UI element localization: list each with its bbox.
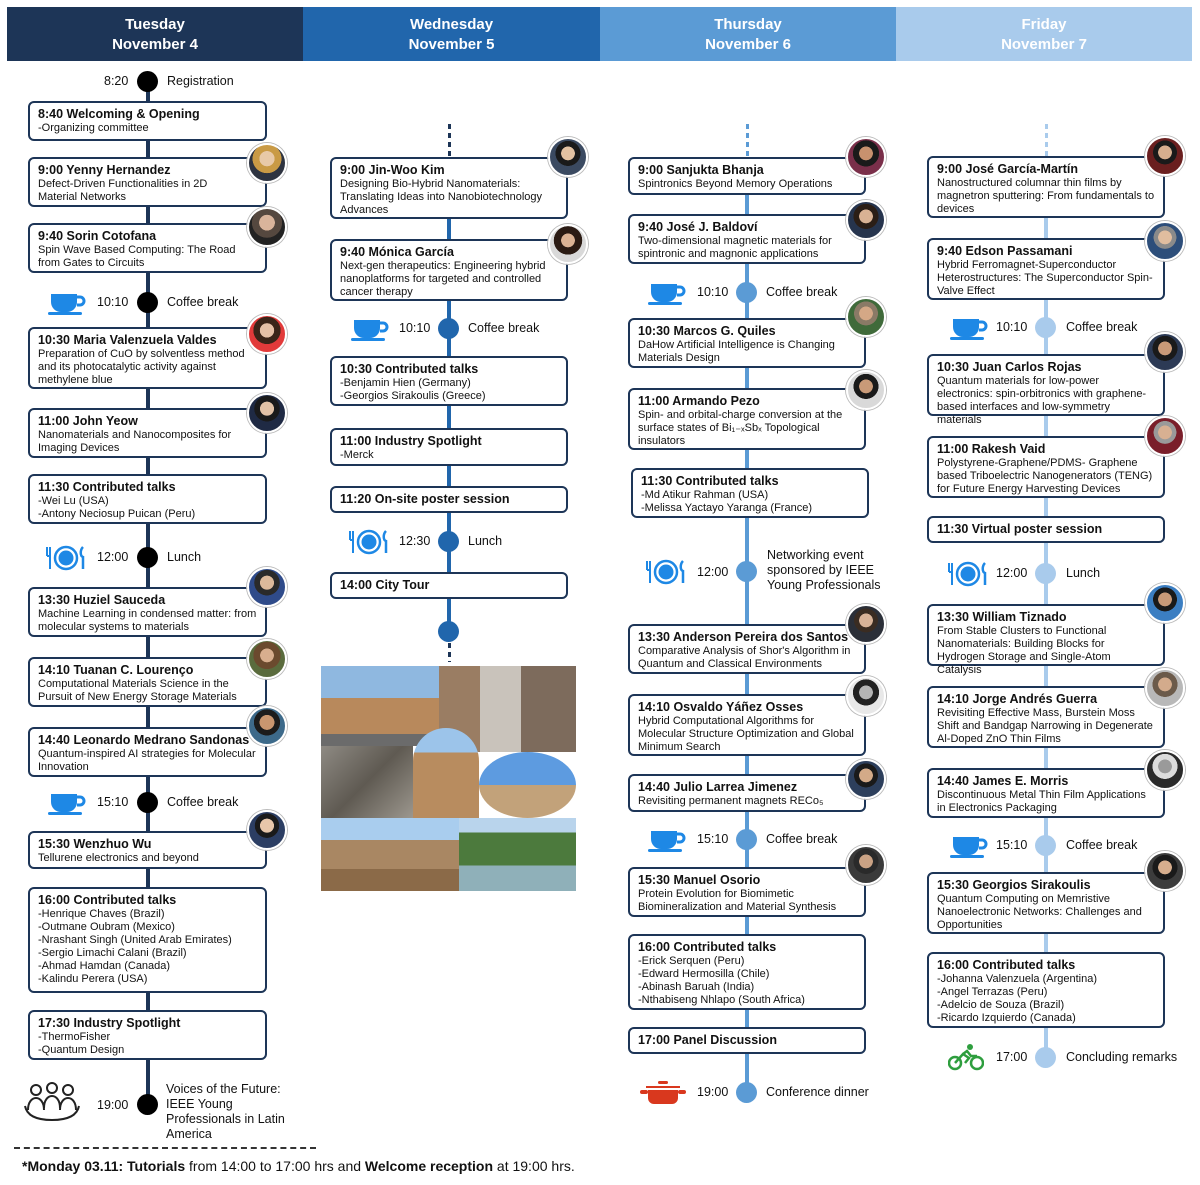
coffee-cup-icon (351, 317, 389, 341)
footer-reception: Welcome reception (364, 1158, 494, 1174)
speaker-avatar (1145, 136, 1185, 176)
talk-abstract: Nanostructured columnar thin films by magnetron sputtering: From fundamentals to devices (937, 177, 1155, 215)
header-thursday (600, 7, 896, 61)
event-time: 19:00 (97, 1098, 129, 1112)
session-contributed (927, 952, 1165, 1028)
talk-title: 9:40 Edson Passamani (937, 244, 1073, 258)
event-coffee-break (600, 828, 896, 852)
talk-card (330, 239, 568, 301)
session-line: -Erick Serquen (Peru) (638, 955, 745, 967)
session-line: -Melissa Yactayo Yaranga (France) (641, 502, 812, 514)
event-lunch (303, 530, 600, 554)
event-time: 10:10 (996, 320, 1028, 334)
talk-title: 11:00 Rakesh Vaid (937, 442, 1046, 456)
session-line: -Organizing committee (38, 122, 149, 134)
session-line: -Kalindu Perera (USA) (38, 973, 148, 985)
talk-title: 13:30 Huziel Sauceda (38, 593, 166, 607)
event-coffee-break (896, 316, 1192, 340)
talk-title: 10:30 Maria Valenzuela Valdes (38, 333, 217, 347)
talk-card (927, 604, 1165, 676)
coffee-cup-icon (648, 828, 686, 852)
speaker-avatar (846, 370, 886, 410)
speaker-avatar (548, 224, 588, 264)
event-label: Coffee break (766, 832, 838, 846)
talk-abstract: Quantum Computing on Memristive Nanoelectronic Networks: Challenges and Opportunities (937, 893, 1142, 931)
session-line: -Wei Lu (USA) (38, 495, 109, 507)
day-name: Thursday (714, 16, 782, 33)
event-voices (0, 1082, 303, 1141)
talk-abstract: Quantum-inspired AI strategies for Molecular Innovation (38, 748, 256, 773)
talk-card (28, 587, 267, 637)
timeline-dot (736, 1082, 757, 1103)
footer-monday: *Monday 03.11: Tutorials (22, 1158, 186, 1174)
session-contributed (28, 887, 267, 993)
timeline-dot (438, 621, 459, 642)
event-label: Coffee break (468, 321, 540, 335)
talk-card (28, 727, 267, 777)
talk-title: 9:40 Mónica García (340, 245, 454, 259)
talk-card (927, 768, 1165, 818)
talk-abstract: Protein Evolution for Biomimetic Biomineralization and Material Synthesis (638, 888, 837, 913)
session-poster (927, 516, 1165, 543)
speaker-avatar (846, 200, 886, 240)
event-label: Lunch (1066, 566, 1101, 580)
talk-abstract: Nanomaterials and Nanocomposites for Imaging Devices (38, 429, 232, 454)
session-line: -Outmane Oubram (Mexico) (38, 921, 175, 933)
timeline-dot (137, 792, 158, 813)
event-time: 12:00 (996, 566, 1028, 580)
footer-divider (14, 1147, 316, 1149)
talk-card (28, 223, 267, 273)
speaker-avatar (846, 297, 886, 337)
event-coffee-break (0, 291, 300, 315)
header-wednesday (303, 7, 600, 61)
coffee-cup-icon (950, 316, 988, 340)
speaker-avatar (846, 759, 886, 799)
talk-abstract: Defect-Driven Functionalities in 2D Material Networks (38, 178, 208, 203)
session-line: -Nrashant Singh (United Arab Emirates) (38, 934, 232, 946)
timeline-dot (438, 318, 459, 339)
session-title: 8:40 Welcoming & Opening (38, 107, 200, 121)
speaker-avatar (1145, 221, 1185, 261)
timeline-dot (736, 829, 757, 850)
lunch-plate-icon (44, 545, 88, 571)
talk-card (28, 408, 267, 458)
coffee-cup-icon (950, 834, 988, 858)
session-contributed (330, 356, 568, 406)
talk-card (927, 686, 1165, 748)
session-panel (628, 1027, 866, 1054)
timeline-dot (137, 71, 158, 92)
timeline-dot (736, 282, 757, 303)
session-title: 17:00 Panel Discussion (638, 1033, 777, 1047)
speaker-avatar (1145, 332, 1185, 372)
speaker-avatar (846, 137, 886, 177)
talk-card (927, 156, 1165, 218)
talk-abstract: Comparative Analysis of Shor's Algorithm in Quantum and Classical Environments (638, 645, 851, 670)
session-city-tour (330, 572, 568, 599)
talk-card (28, 157, 267, 207)
event-label: Lunch (468, 534, 503, 548)
session-line: -Johanna Valenzuela (Argentina) (937, 973, 1098, 985)
speaker-avatar (247, 393, 287, 433)
talk-abstract: Hybrid Ferromagnet-Superconductor Heterostructures: The Superconductor Spin-Valve Effect (937, 259, 1153, 297)
talk-title: 14:10 Osvaldo Yáñez Osses (638, 700, 804, 714)
talk-abstract: Spintronics Beyond Memory Operations (638, 178, 833, 190)
speaker-avatar (247, 567, 287, 607)
session-title: 14:00 City Tour (340, 578, 430, 592)
session-line: -Angel Terrazas (Peru) (937, 986, 1048, 998)
session-line: -Adelcio de Souza (Brazil) (937, 999, 1065, 1011)
talk-card (28, 657, 267, 707)
speaker-avatar (247, 207, 287, 247)
event-registration (0, 70, 300, 94)
speaker-avatar (1145, 668, 1185, 708)
footer-note (22, 1158, 575, 1174)
session-line: -ThermoFisher (38, 1031, 111, 1043)
timeline-dot (736, 561, 757, 582)
event-networking (600, 548, 896, 596)
session-line: -Antony Neciosup Puican (Peru) (38, 508, 196, 520)
talk-card (628, 214, 866, 264)
speaker-avatar (1145, 851, 1185, 891)
event-time: 15:10 (697, 832, 729, 846)
talk-abstract: From Stable Clusters to Functional Nanomaterials: Building Blocks for Hydrogen Storage and Single-Atom Catalysis (937, 625, 1111, 676)
event-conference-dinner (600, 1081, 896, 1105)
event-lunch (0, 546, 300, 570)
talk-title: 9:40 Sorin Cotofana (38, 229, 157, 243)
session-line: -Nthabiseng Nhlapo (South Africa) (638, 994, 805, 1006)
event-label: Networking event sponsored by IEEE Young Professionals (767, 548, 881, 592)
talk-card (330, 157, 568, 219)
event-label: Coffee break (766, 285, 838, 299)
session-title: 16:00 Contributed talks (638, 940, 777, 954)
talk-abstract: Quantum materials for low-power electronics: spin-orbitronics with graphene-based interfaces and low-symmetry materials (937, 375, 1147, 426)
session-title: 11:30 Virtual poster session (937, 522, 1103, 536)
speaker-avatar (247, 706, 287, 746)
talk-card (28, 327, 267, 389)
talk-title: 9:40 José J. Baldoví (638, 220, 758, 234)
talk-card (628, 774, 866, 812)
speaker-avatar (247, 639, 287, 679)
event-label: Coffee break (167, 795, 239, 809)
talk-title: 11:00 John Yeow (38, 414, 138, 428)
speaker-avatar (548, 137, 588, 177)
talk-title: 9:00 Yenny Hernandez (38, 163, 171, 177)
event-lunch (896, 562, 1192, 586)
event-time: 8:20 (104, 74, 129, 88)
talk-abstract: Designing Bio-Hybrid Nanomaterials: Translating Ideas into Nanobiotechnology Advances (340, 178, 543, 216)
speaker-avatar (247, 143, 287, 183)
valley-photo (459, 818, 576, 891)
talk-abstract: Polystyrene-Graphene/PDMS- Graphene based Triboelectric Nanogenerators (TENG) for Future Energy Harvesting Devices (937, 457, 1153, 495)
day-date: November 6 (705, 36, 791, 53)
event-time: 12:00 (697, 565, 729, 579)
event-label: Lunch (167, 550, 202, 564)
timeline-dot (1035, 1047, 1056, 1068)
talk-title: 13:30 Anderson Pereira dos Santos (638, 630, 849, 644)
talk-card (628, 318, 866, 368)
talk-abstract: Preparation of CuO by solventless method and its photocatalytic activity against methylene blue (38, 348, 245, 386)
event-time: 10:10 (399, 321, 431, 335)
event-time: 10:10 (697, 285, 729, 299)
llama-photo (321, 818, 459, 891)
talk-title: 14:10 Tuanan C. Lourenço (38, 663, 194, 677)
session-title: 10:30 Contributed talks (340, 362, 479, 376)
talk-title: 10:30 Juan Carlos Rojas (937, 360, 1082, 374)
talk-abstract: DaHow Artificial Intelligence is Changing Materials Design (638, 339, 835, 364)
event-label: Coffee break (1066, 838, 1138, 852)
event-label: Registration (167, 74, 234, 88)
event-time: 15:10 (996, 838, 1028, 852)
lunch-plate-icon (946, 561, 990, 587)
session-title: 11:30 Contributed talks (38, 480, 176, 494)
talk-abstract: Spin- and orbital-charge conversion at the surface states of Bi₁₋ₓSbₓ Topological insulators (638, 409, 843, 447)
talk-abstract: Revisiting permanent magnets RECo₅ (638, 795, 824, 807)
timeline-dot (1035, 835, 1056, 856)
talk-title: 11:00 Armando Pezo (638, 394, 760, 408)
session-line: -Merck (340, 449, 374, 461)
speaker-avatar (1145, 750, 1185, 790)
event-coffee-break (896, 834, 1192, 858)
talk-title: 15:30 Georgios Sirakoulis (937, 878, 1091, 892)
session-title: 16:00 Contributed talks (937, 958, 1076, 972)
session-line: -Abinash Baruah (India) (638, 981, 755, 993)
talk-card (28, 831, 267, 869)
event-time: 19:00 (697, 1085, 729, 1099)
talk-title: 15:30 Wenzhuo Wu (38, 837, 152, 851)
talk-abstract: Hybrid Computational Algorithms for Molecular Structure Optimization and Global Minimum Search (638, 715, 854, 753)
talk-abstract: Spin Wave Based Computing: The Road from Gates to Circuits (38, 244, 236, 269)
session-title: 11:20 On-site poster session (340, 492, 510, 506)
talk-title: 13:30 William Tiznado (937, 610, 1067, 624)
session-title: 17:30 Industry Spotlight (38, 1016, 181, 1030)
timeline-dot (438, 531, 459, 552)
session-contributed (28, 474, 267, 524)
cooking-pot-icon (640, 1081, 686, 1105)
day-name: Friday (1021, 16, 1067, 33)
speaker-avatar (846, 604, 886, 644)
event-time: 12:30 (399, 534, 431, 548)
header-friday (896, 7, 1192, 61)
session-line: -Henrique Chaves (Brazil) (38, 908, 165, 920)
talk-title: 14:40 Leonardo Medrano Sandonas (38, 733, 250, 747)
plaza-photo (479, 752, 576, 818)
session-line: -Edward Hermosilla (Chile) (638, 968, 770, 980)
event-label: Coffee break (167, 295, 239, 309)
footer-text: at 19:00 hrs. (493, 1158, 575, 1174)
talk-card (927, 872, 1165, 934)
session-title: 11:30 Contributed talks (641, 474, 779, 488)
lunch-plate-icon (644, 559, 688, 585)
coffee-cup-icon (48, 791, 86, 815)
session-welcome (28, 101, 267, 141)
session-line: -Ricardo Izquierdo (Canada) (937, 1012, 1076, 1024)
timeline-dot (137, 292, 158, 313)
session-contributed (631, 468, 869, 518)
session-line: -Ahmad Hamdan (Canada) (38, 960, 171, 972)
inca-wall-photo (321, 746, 413, 818)
event-time: 12:00 (97, 550, 129, 564)
session-line: -Quantum Design (38, 1044, 125, 1056)
talk-title: 14:40 James E. Morris (937, 774, 1069, 788)
talk-title: 9:00 Sanjukta Bhanja (638, 163, 764, 177)
day-date: November 7 (1001, 36, 1087, 53)
event-coffee-break (0, 791, 300, 815)
timeline-dot (1035, 317, 1056, 338)
day-date: November 4 (112, 36, 198, 53)
session-industry (330, 428, 568, 466)
city-tour-photo-collage (321, 666, 576, 891)
speaker-avatar (247, 810, 287, 850)
talk-card (628, 694, 866, 756)
session-title: 16:00 Contributed talks (38, 893, 177, 907)
session-line: -Sergio Limachi Calani (Brazil) (38, 947, 187, 959)
event-time: 15:10 (97, 795, 129, 809)
talk-card (927, 354, 1165, 426)
talk-title: 15:30 Manuel Osorio (638, 873, 761, 887)
talk-abstract: Tellurene electronics and beyond (38, 852, 199, 864)
session-contributed (628, 934, 866, 1010)
session-line: -Georgios Sirakoulis (Greece) (340, 390, 486, 402)
coffee-cup-icon (48, 291, 86, 315)
event-coffee-break (303, 317, 600, 341)
talk-card (927, 436, 1165, 498)
talk-abstract: Two-dimensional magnetic materials for spintronic and magnonic applications (638, 235, 832, 260)
talk-abstract: Computational Materials Science in the Pursuit of New Energy Storage Materials (38, 678, 237, 703)
event-label: Coffee break (1066, 320, 1138, 334)
event-time: 17:00 (996, 1050, 1028, 1064)
day-date: November 5 (408, 36, 495, 53)
speaker-avatar (247, 314, 287, 354)
speaker-avatar (846, 676, 886, 716)
session-line: -Md Atikur Rahman (USA) (641, 489, 769, 501)
talk-title: 9:00 Jin-Woo Kim (340, 163, 445, 177)
talk-card (628, 388, 866, 450)
talk-card (628, 157, 866, 195)
talk-card (628, 624, 866, 674)
talk-card (628, 867, 866, 917)
talk-title: 10:30 Marcos G. Quiles (638, 324, 776, 338)
talk-title: 14:40 Julio Larrea Jimenez (638, 780, 798, 794)
talk-abstract: Machine Learning in condensed matter: from molecular systems to materials (38, 608, 257, 633)
timeline-dot (137, 547, 158, 568)
session-title: 11:00 Industry Spotlight (340, 434, 482, 448)
talk-abstract: Revisiting Effective Mass, Burstein Moss Shift and Bandgap Narrowing in Degenerate Al-Doped ZnO Thin Films (937, 707, 1153, 745)
day-name: Wednesday (409, 16, 494, 33)
speaker-avatar (1145, 416, 1185, 456)
talk-title: 14:10 Jorge Andrés Guerra (937, 692, 1098, 706)
bicycle-icon (948, 1043, 984, 1071)
cathedral-photo (321, 666, 439, 746)
talk-abstract: Discontinuous Metal Thin Film Applications in Electronics Packaging (937, 789, 1146, 814)
speaker-avatar (1145, 583, 1185, 623)
speaker-avatar (846, 845, 886, 885)
session-industry (28, 1010, 267, 1060)
event-label: Concluding remarks (1066, 1050, 1178, 1064)
talk-title: 9:00 José García-Martín (937, 162, 1079, 176)
timeline-dot (1035, 563, 1056, 584)
lunch-plate-icon (347, 529, 391, 555)
event-concluding-remarks (896, 1046, 1192, 1070)
footer-text: from 14:00 to 17:00 hrs and (185, 1158, 365, 1174)
session-line: -Benjamin Hien (Germany) (340, 377, 471, 389)
coffee-cup-icon (648, 281, 686, 305)
people-group-icon (22, 1080, 82, 1126)
talk-abstract: Next-gen therapeutics: Engineering hybrid nanoplatforms for targeted and controlled cancer therapy (340, 260, 546, 298)
event-time: 10:10 (97, 295, 129, 309)
talk-card (927, 238, 1165, 300)
event-label: Conference dinner (766, 1085, 869, 1099)
event-label: Voices of the Future: IEEE Young Professionals in Latin America (166, 1082, 285, 1141)
session-poster (330, 486, 568, 513)
day-name: Tuesday (125, 16, 185, 33)
timeline-dot (137, 1094, 158, 1115)
header-tuesday (7, 7, 303, 61)
church-photo (413, 728, 479, 826)
